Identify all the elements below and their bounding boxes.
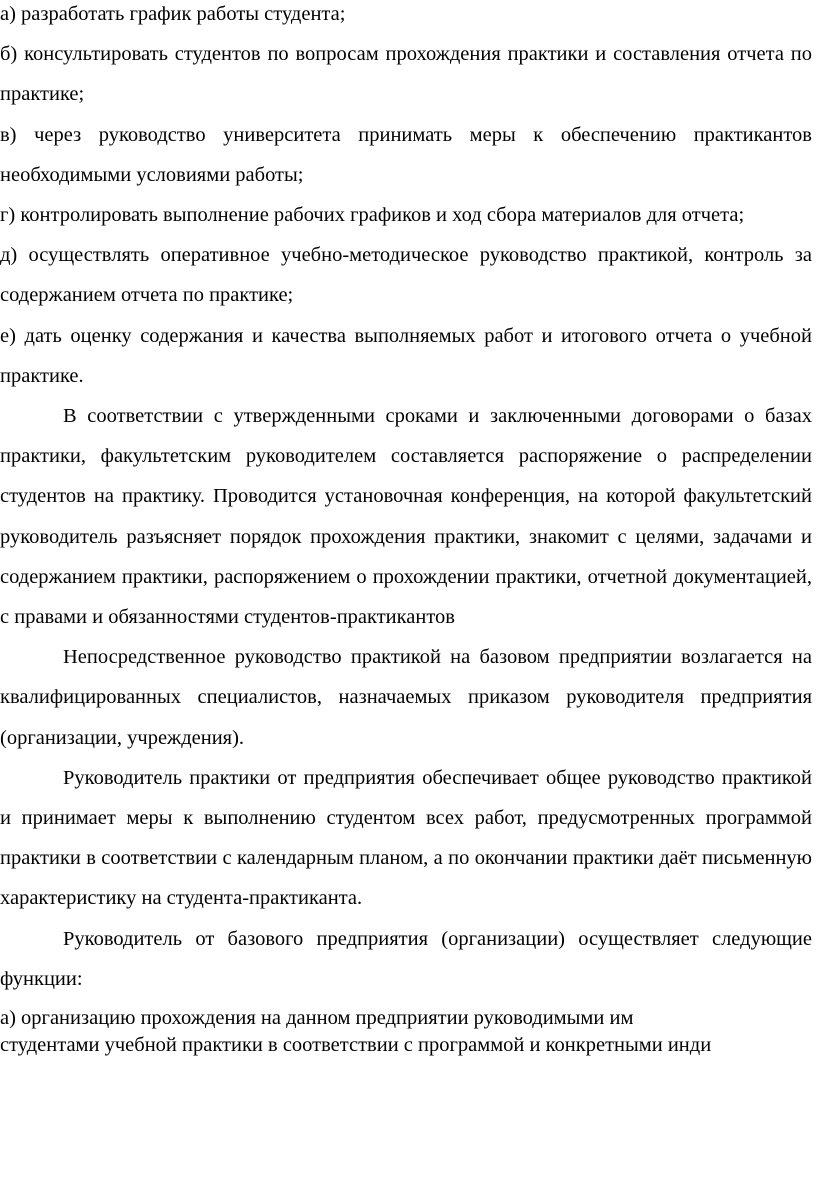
list-item-v: в) через руководство университета принимать меры к обеспечению практикантов необходимыми условиями работы; <box>0 123 812 186</box>
paragraph-functions-intro: Руководитель от базового предприятия (организации) осуществляет следующие функции: <box>0 927 812 990</box>
paragraph-direct-supervision: Непосредственное руководство практикой на базовом предприятии возлагается на квалифицированных специалистов, назначаемых приказом руководителя предприятия (организации, учреждения). <box>0 646 812 749</box>
list-item-b: б) консультировать студентов по вопросам прохождения практики и составления отчета по практике; <box>0 43 812 106</box>
list-item-e: е) дать оценку содержания и качества выполняемых работ и итогового отчета о учебной практике. <box>0 324 812 387</box>
paragraph-enterprise-supervisor: Руководитель практики от предприятия обеспечивает общее руководство практикой и принимает меры к выполнению студентом всех работ, предусмотренных программой практики в соответствии с календарным планом, а по окончании практики даёт письменную характеристику на студента-практиканта. <box>0 766 812 910</box>
list-item-d: д) осуществлять оперативное учебно-методическое руководство практикой, контроль за содержанием отчета по практике; <box>0 244 812 307</box>
list-item-a: а) разработать график работы студента; <box>0 3 346 25</box>
list-item-g: г) контролировать выполнение рабочих графиков и ход сбора материалов для отчета; <box>0 204 745 227</box>
list-item-functions-a-line2: студентами учебной практики в соответствии с программой и конкретными инди <box>0 1034 712 1057</box>
list-item-functions-a-line1: а) организацию прохождения на данном предприятии руководимыми им <box>0 1007 634 1030</box>
list-item-functions-a <box>0 1005 812 1059</box>
paragraph-conference: В соответствии с утвержденными сроками и заключенными договорами о базах практики, факультетским руководителем составляется распоряжение о распределении студентов на практику. Проводится установочная конференция, на которой факультетский руководитель разъясняет порядок прохождения практики, знакомит с целями, задачами и содержанием практики, распоряжением о прохождении практики, отчетной документацией, с правами и обязанностями студентов-практикантов <box>0 405 812 629</box>
